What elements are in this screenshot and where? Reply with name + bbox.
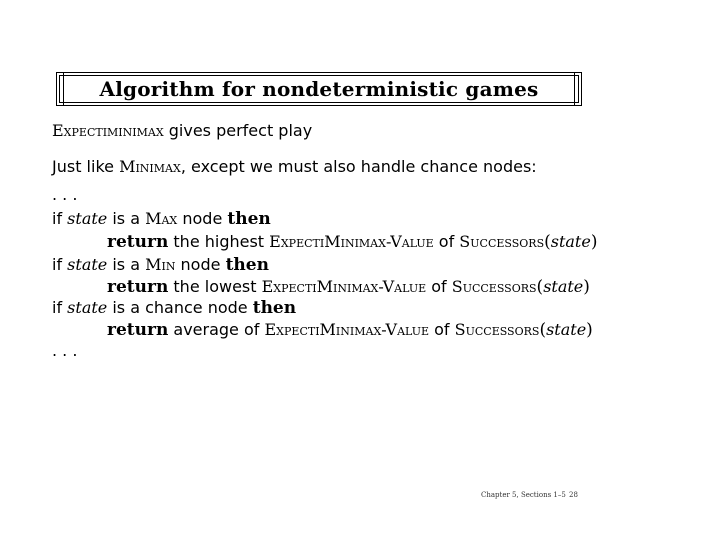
title-box [56,72,582,106]
return-text: average of [168,320,265,339]
return-average-line [52,320,593,340]
then-keyword: then [227,209,271,229]
then-keyword: then [252,298,297,318]
value-fn-name: ExpectiMinimax-Value [269,232,434,251]
successors-fn-name: Successors [459,232,545,251]
state-arg: state [546,320,587,339]
return-keyword: return [107,232,169,252]
return-text: the lowest [168,277,262,296]
state-var: state [67,209,108,228]
state-var: state [67,255,108,274]
cond-post: node [175,255,226,274]
if-chance-line [52,298,296,318]
if-min-line [52,255,269,275]
value-fn-name: ExpectiMinimax-Value [261,277,427,296]
close-paren: ) [590,232,598,252]
minimax-name: Minimax [119,157,181,176]
footer-page-number: 28 [569,491,578,499]
min-name: Min [145,255,176,274]
open-paren: ( [544,232,551,252]
state-var: state [67,298,108,317]
cond-pre: is a [107,209,146,228]
cond-pre: is a chance node [107,298,253,317]
close-paren: ) [586,320,593,340]
state-arg: state [550,232,591,251]
cond-pre: is a [107,255,146,274]
of-text: of [426,277,452,296]
of-text: of [429,320,455,339]
like-minimax-line [52,157,537,176]
cond-post: node [177,209,228,228]
footer-chapter: Chapter 5, Sections 1–5 [481,491,566,499]
intro-line [52,121,312,140]
expectiminimax-name: Expectiminimax [52,121,164,140]
like-pre: Just like [52,157,120,176]
return-keyword: return [107,277,169,297]
open-paren: ( [539,320,547,340]
intro-text: gives perfect play [163,121,313,140]
return-lowest-line [52,277,590,297]
return-highest-line [52,232,597,252]
successors-fn-name: Successors [451,277,537,296]
of-text: of [433,232,460,251]
if-max-line [52,209,271,229]
open-paren: ( [536,277,544,297]
if-keyword: if [52,298,63,317]
then-keyword: then [225,255,269,275]
return-keyword: return [107,320,169,340]
max-name: Max [145,209,178,228]
value-fn-name: ExpectiMinimax-Value [264,320,430,339]
return-text: the highest [168,232,270,251]
slide-title: Algorithm for nondeterministic games [99,77,539,101]
if-keyword: if [52,255,63,274]
state-arg: state [543,277,584,296]
if-keyword: if [52,209,63,228]
ellipsis-bottom: . . . [52,341,78,360]
successors-fn-name: Successors [454,320,540,339]
like-post: , except we must also handle chance nodes: [180,157,537,176]
close-paren: ) [583,277,590,297]
ellipsis-top: . . . [52,185,78,204]
